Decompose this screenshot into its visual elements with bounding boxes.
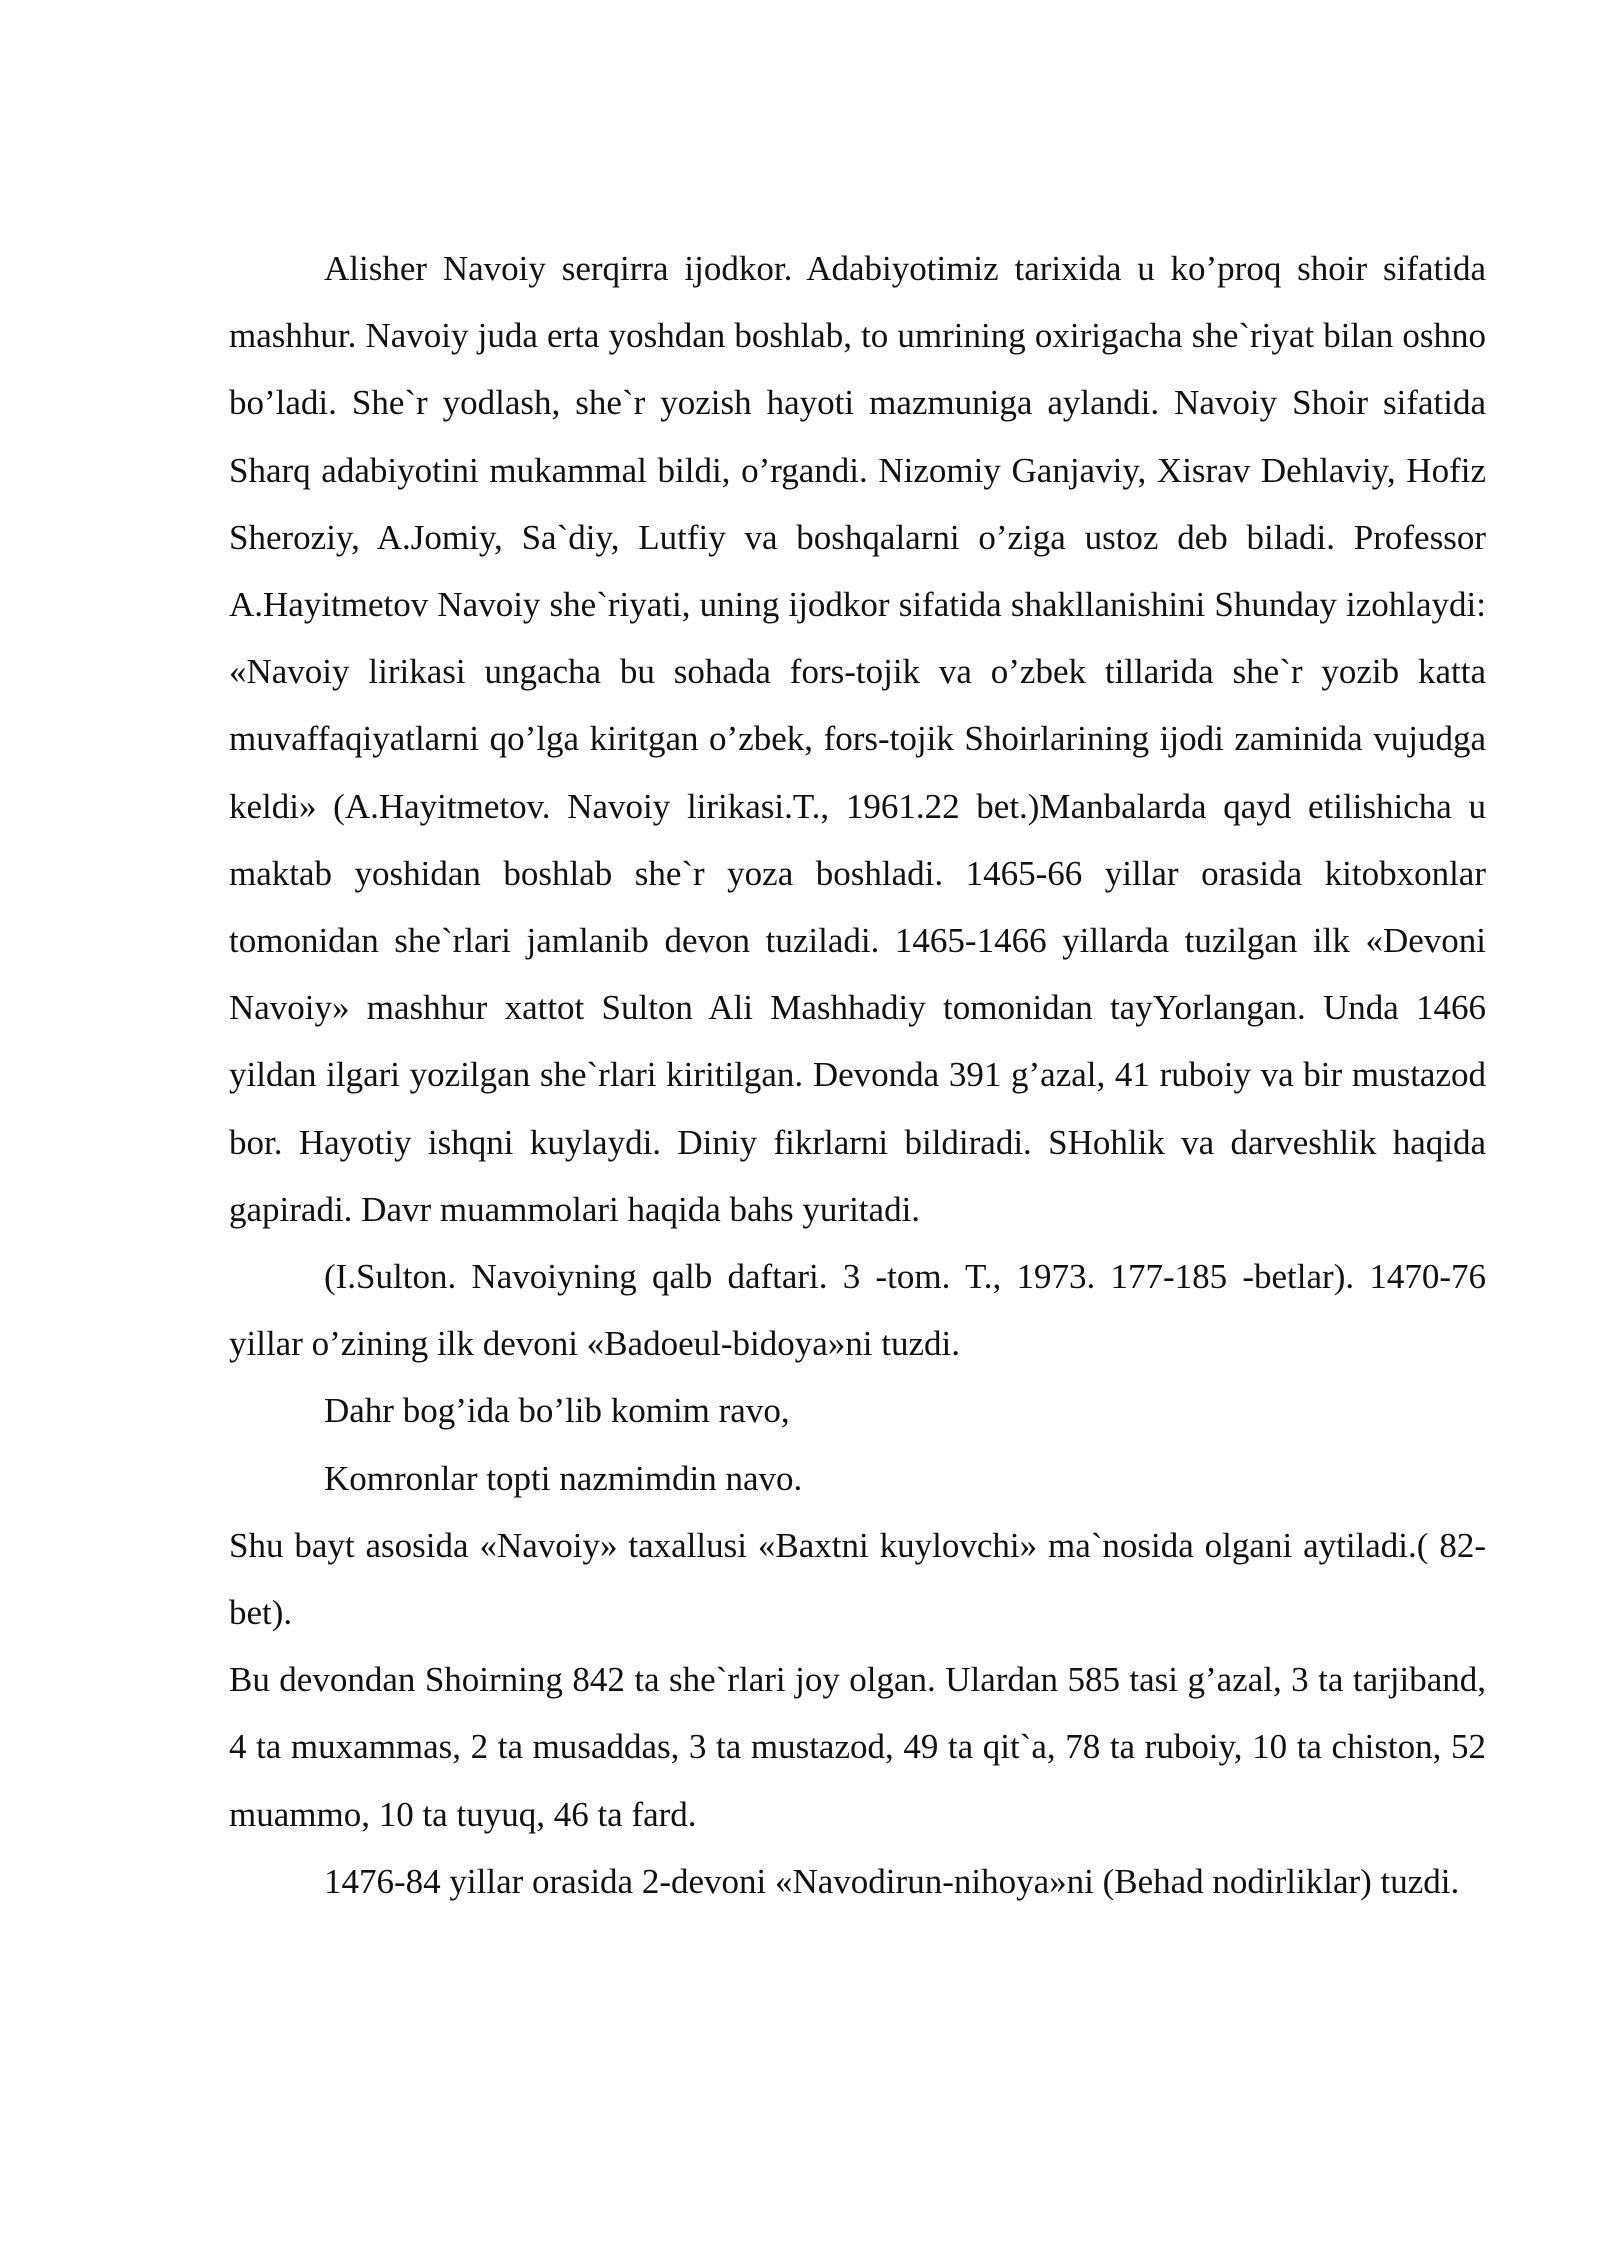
paragraph-bayt: Shu bayt asosida «Navoiy» taxallusi «Baxtni kuylovchi» ma`nosida olgani aytiladi.( 82-bet). — [229, 1525, 1486, 1633]
verse-line-1: Dahr bog’ida bo’lib komim ravo, — [324, 1391, 790, 1431]
verse-line-2: Komronlar topti nazmimdin navo. — [324, 1458, 803, 1498]
paragraph-citation: (I.Sulton. Navoiyning qalb daftari. 3 -tom. T., 1973. 177-185 -betlar). 1470-76 yillar o’zining ilk devoni «Badoeul-bidoya»ni tuzdi. — [229, 1257, 1486, 1364]
paragraph-devon-stats: Bu devondan Shoirning 842 ta she`rlari joy olgan. Ulardan 585 tasi g’azal, 3 ta tarjiband, 4 ta muxammas, 2 ta musaddas, 3 ta mustazod, 49 ta qit`a, 78 ta ruboiy, 10 ta chiston, 52 muammo, 10 ta tuyuq, 46 ta fard. — [229, 1660, 1486, 1834]
paragraph-second-devon: 1476-84 yillar orasida 2-devoni «Navodirun-nihoya»ni (Behad nodirliklar) tuzdi. — [324, 1861, 1460, 1901]
document-body — [229, 235, 1486, 1915]
paragraph-intro: Alisher Navoiy serqirra ijodkor. Adabiyotimiz tarixida u ko’proq shoir sifatida mashhur. Navoiy juda erta yoshdan boshlab, to umrining oxirigacha she`riyat bilan oshno bo’ladi. She`r yodlash, she`r yozish hayoti mazmuniga aylandi. Navoiy Shoir sifatida Sharq adabiyotini mukammal bildi, o’rgandi. Nizomiy Ganjaviy, Xisrav Dehlaviy, Hofiz Sheroziy, A.Jomiy, Sa`diy, Lutfiy va boshqalarni o’ziga ustoz deb biladi. Professor A.Hayitmetov Navoiy she`riyati, uning ijodkor sifatida shakllanishini Shunday izohlaydi: «Navoiy lirikasi ungacha bu sohada fors-tojik va o’zbek tillarida she`r yozib katta muvaffaqiyatlarni qo’lga kiritgan o’zbek, fors-tojik Shoirlarining ijodi zaminida vujudga keldi» (A.Hayitmetov. Navoiy lirikasi.T., 1961.22 bet.)Manbalarda qayd etilishicha u maktab yoshidan boshlab she`r yoza boshladi. 1465-66 yillar orasida kitobxonlar tomonidan she`rlari jamlanib devon tuziladi. 1465-1466 yillarda tuzilgan ilk «Devoni Navoiy» mashhur xattot Sulton Ali Mashhadiy tomonidan tayYorlangan. Unda 1466 yildan ilgari yozilgan she`rlari kiritilgan. Devonda 391 g’azal, 41 ruboiy va bir mustazod bor. Hayotiy ishqni kuylaydi. Diniy fikrlarni bildiradi. SHohlik va darveshlik haqida gapiradi. Davr muammolari haqida bahs yuritadi. — [229, 249, 1486, 1229]
